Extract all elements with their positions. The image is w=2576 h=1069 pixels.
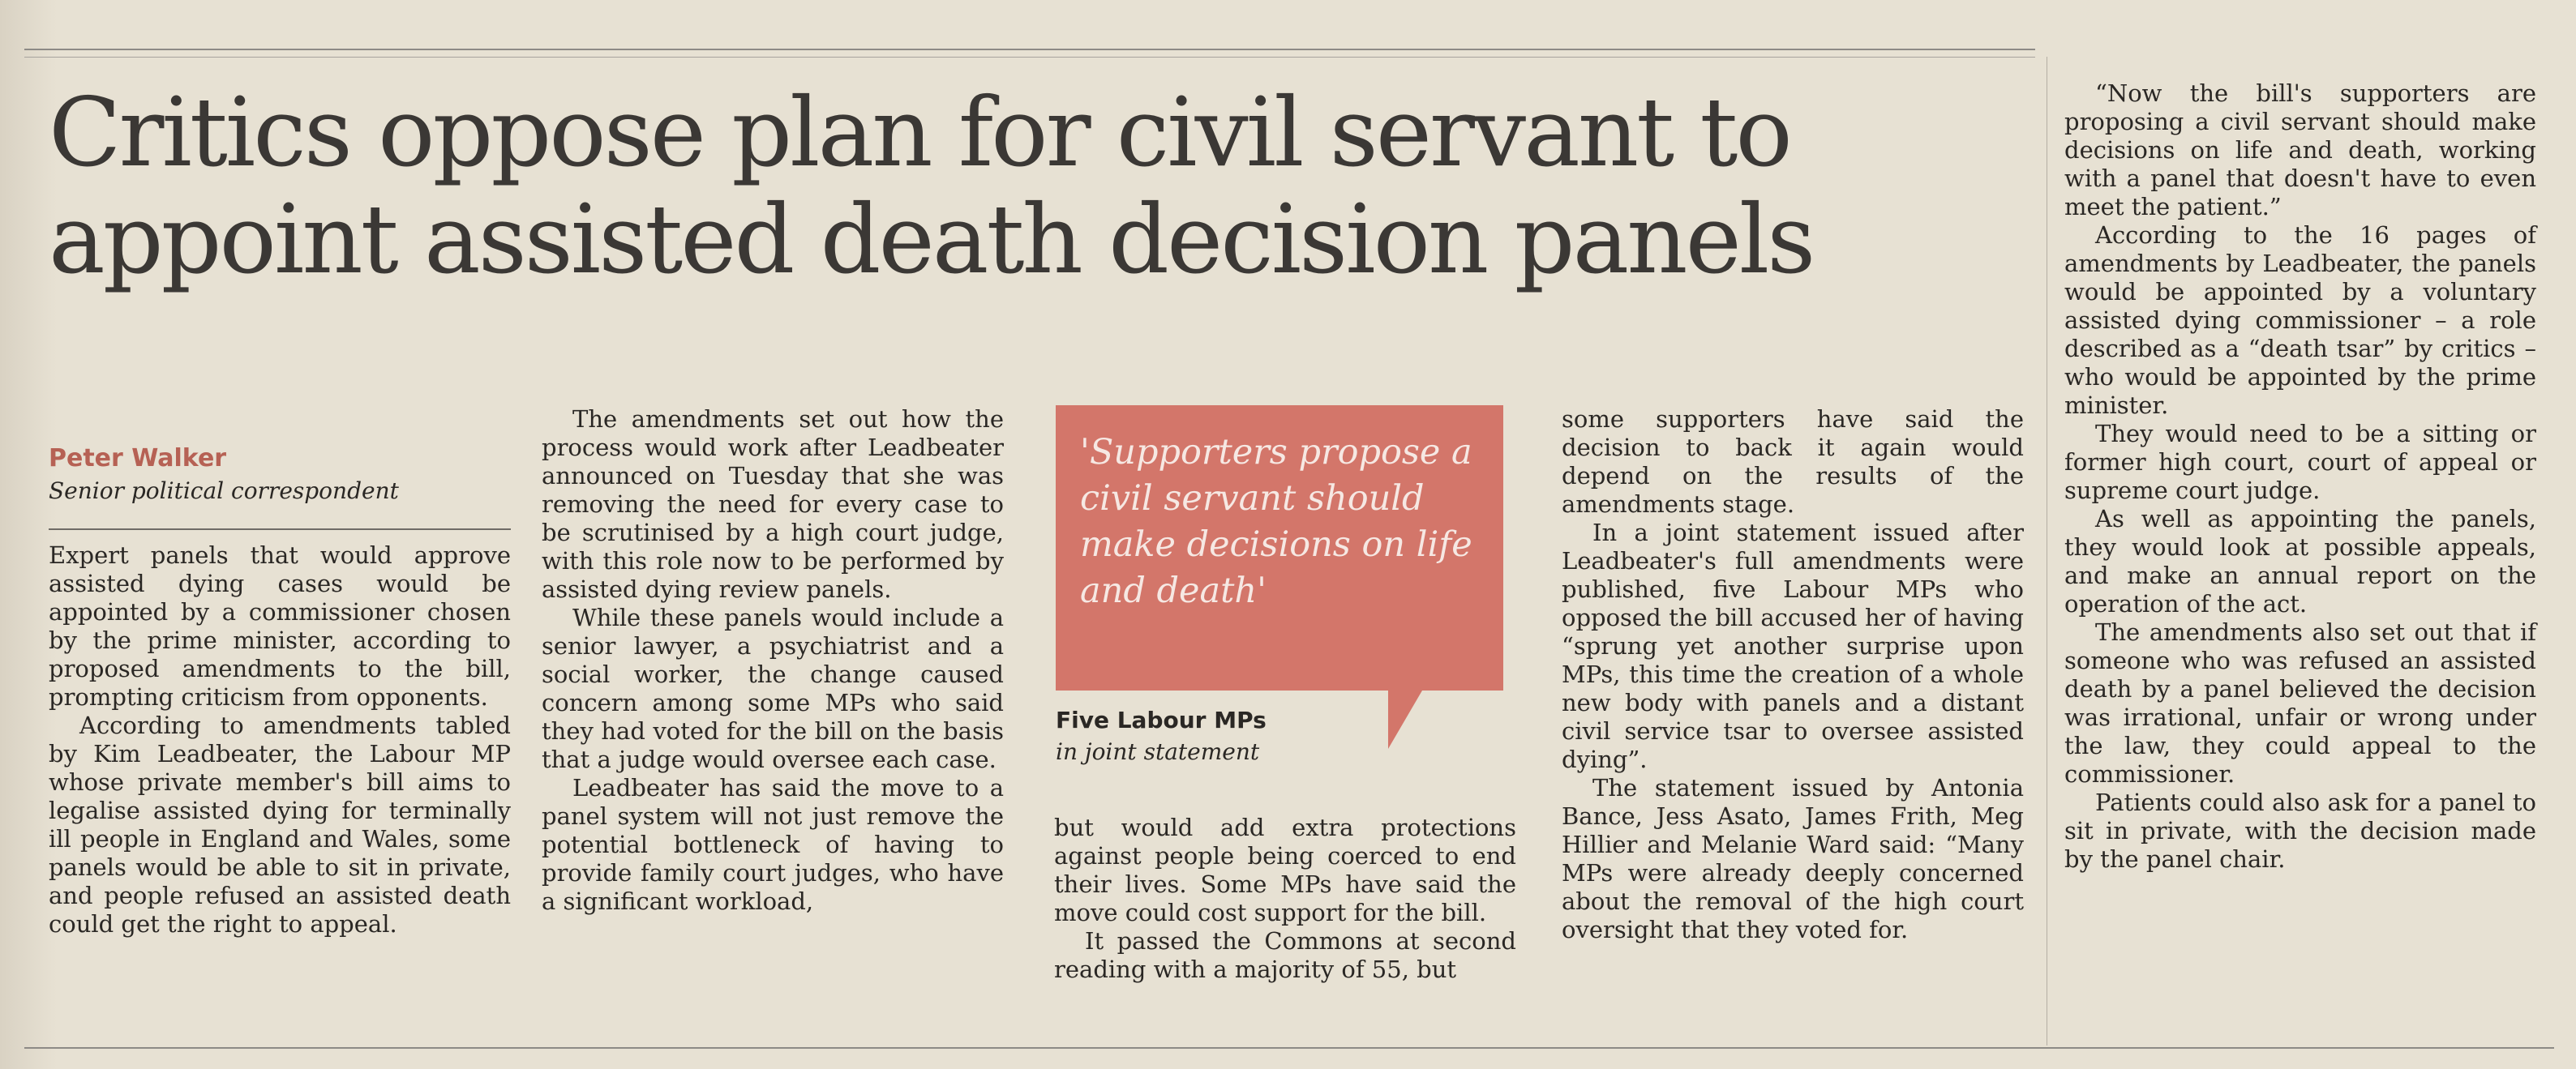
paragraph: The statement issued by Antonia Bance, Jess Asato, James Frith, Meg Hillier and Melanie Ward said: “Many MPs were already deeply concerned about the removal of the high court oversight that they voted for.: [1562, 774, 2024, 943]
top-rule-secondary: [24, 57, 2035, 58]
pull-quote-box: [1056, 405, 1503, 691]
pull-quote-attribution-name: Five Labour MPs: [1056, 707, 1267, 733]
pull-quote-attribution: [1056, 707, 1396, 765]
paragraph: According to amendments tabled by Kim Leadbeater, the Labour MP whose private member's bill aims to legalise assisted dying for terminally ill people in England and Wales, some panels would be able to sit in private, and people refused an assisted death could get the right to appeal.: [49, 712, 511, 938]
byline-rule: [49, 528, 511, 530]
article-column-2: [542, 405, 1004, 916]
pull-quote-attribution-role: in joint statement: [1056, 738, 1260, 765]
paragraph: As well as appointing the panels, they would look at possible appeals, and make an annual report on the operation of the act.: [2064, 505, 2536, 618]
paragraph: Patients could also ask for a panel to sit in private, with the decision made by the panel chair.: [2064, 789, 2536, 873]
paragraph: They would need to be a sitting or former high court, court of appeal or supreme court judge.: [2064, 420, 2536, 504]
top-rule: [24, 49, 2035, 50]
byline-role: Senior political correspondent: [49, 477, 399, 504]
paragraph: According to the 16 pages of amendments by Leadbeater, the panels would be appointed by a voluntary assisted dying commissioner – a role described as a “death tsar” by critics – who would be appointed by the prime minister.: [2064, 221, 2536, 419]
paragraph: Expert panels that would approve assisted dying cases would be appointed by a commissioner chosen by the prime minister, according to proposed amendments to the bill, prompting criticism from opponents.: [49, 541, 511, 711]
paragraph: While these panels would include a senior lawyer, a psychiatrist and a social worker, the change caused concern among some MPs who said they had voted for the bill on the basis that a judge would oversee each case.: [542, 604, 1004, 773]
pull-quote-text: 'Supporters propose a civil servant should make decisions on life and death': [1080, 432, 1472, 611]
article-column-3: [1054, 814, 1516, 984]
paragraph: In a joint statement issued after Leadbeater's full amendments were published, five Labour MPs who opposed the bill accused her of having “sprung yet another surprise upon MPs, this time the creation of a whole new body with panels and a distant civil service tsar to oversee assisted dying”.: [1562, 519, 2024, 773]
headline: Critics oppose plan for civil servant to appoint assisted death decision panels: [49, 77, 1814, 295]
bottom-rule: [24, 1047, 2554, 1049]
paragraph: The amendments set out how the process would work after Leadbeater announced on Tuesday that she was removing the need for every case to be scrutinised by a high court judge, with this role now to be performed by assisted dying review panels.: [542, 405, 1004, 603]
article-column-1: [49, 541, 511, 939]
article-column-5: [2064, 79, 2536, 874]
paragraph: The amendments also set out that if someone who was refused an assisted death by a panel believed the decision was irrational, unfair or wrong under the law, they could appeal to the commissioner.: [2064, 618, 2536, 788]
article-column-4: [1562, 405, 2024, 944]
byline: [49, 444, 511, 504]
paragraph: Leadbeater has said the move to a panel system will not just remove the potential bottleneck of having to provide family court judges, who have a significant workload,: [542, 774, 1004, 915]
paragraph: some supporters have said the decision to back it again would depend on the results of the amendments stage.: [1562, 405, 2024, 518]
paragraph: It passed the Commons at second reading with a majority of 55, but: [1054, 927, 1516, 983]
byline-author: Peter Walker: [49, 444, 227, 472]
paragraph: but would add extra protections against people being coerced to end their lives. Some MPs have said the move could cost support for the bill.: [1054, 814, 1516, 926]
paragraph: “Now the bill's supporters are proposing a civil servant should make decisions on life and death, working with a panel that doesn't have to even meet the patient.”: [2064, 79, 2536, 220]
